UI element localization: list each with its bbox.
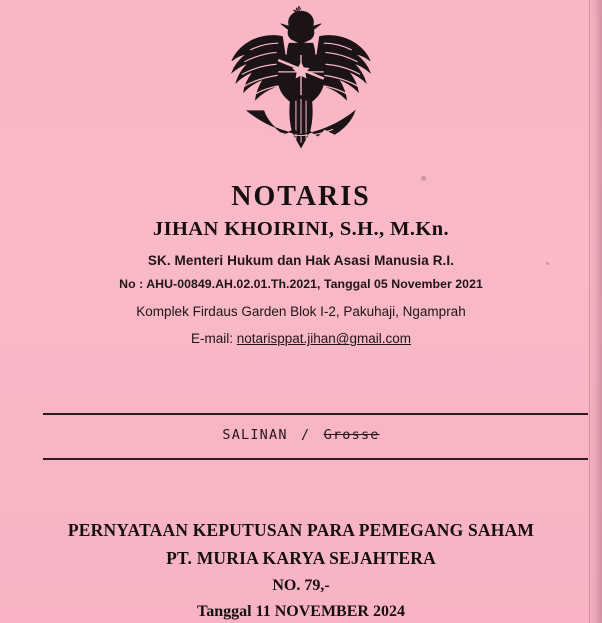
email-label: E-mail:: [190, 331, 233, 347]
document-number: NO. 79,-: [272, 577, 330, 594]
divider-top: [43, 413, 588, 415]
grosse-label-struck: Grosse: [323, 427, 380, 443]
letterhead: [0, 182, 602, 346]
document-company-name: PT. MURIA KARYA SEJAHTERA: [166, 548, 436, 568]
document-title-line1: PERNYATAAN KEPUTUSAN PARA PEMEGANG SAHAM: [67, 520, 535, 540]
email-row: [0, 331, 602, 346]
salinan-label: SALINAN: [222, 427, 288, 443]
office-address: Komplek Firdaus Garden Blok I-2, Pakuhaji, Ngamprah: [136, 304, 466, 320]
document-date: Tanggal 11 NOVEMBER 2024: [197, 603, 405, 620]
emblem-container: [0, 6, 602, 166]
document-title-block: [0, 520, 602, 621]
copy-type-marker: [0, 427, 602, 443]
decree-number: No : AHU-00849.AH.02.01.Th.2021, Tanggal 05 November 2021: [119, 277, 483, 292]
page-edge-line: [589, 0, 590, 623]
email-address: notarisppat.jihan@gmail.com: [236, 331, 412, 347]
divider-bottom: [43, 458, 588, 460]
separator: /: [301, 427, 311, 443]
scan-speck: [421, 176, 426, 181]
notary-name: JIHAN KHOIRINI, S.H., M.Kn.: [152, 218, 450, 241]
page-title: NOTARIS: [231, 181, 371, 212]
garuda-pancasila-emblem: [216, 6, 386, 158]
sk-line: SK. Menteri Hukum dan Hak Asasi Manusia R.I.: [147, 253, 455, 269]
